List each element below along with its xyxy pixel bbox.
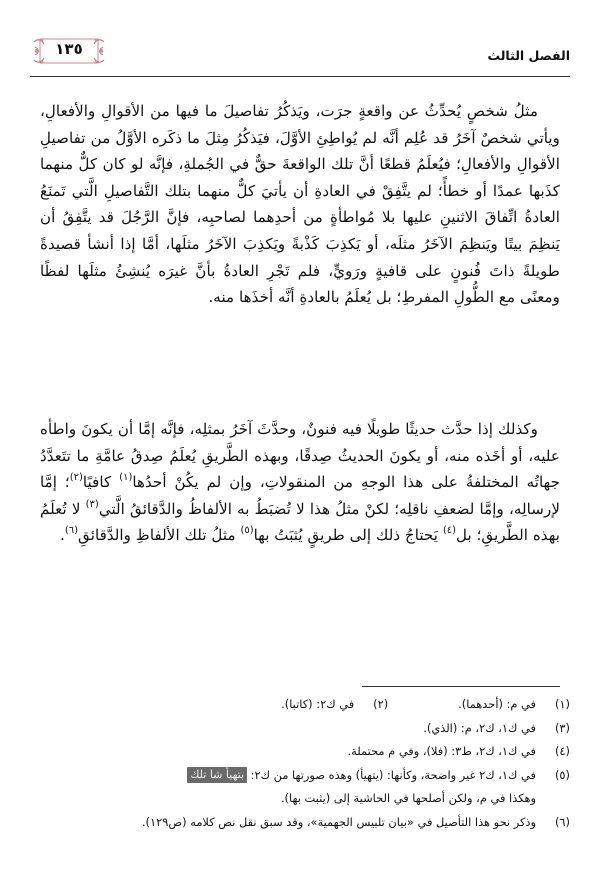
footnote-number: (٢) <box>373 697 389 711</box>
footnote-row <box>34 740 570 764</box>
footnote-number: (٤) <box>554 744 570 758</box>
footnotes <box>34 693 570 834</box>
page-header <box>30 30 570 77</box>
paragraph-text: كافيًا <box>82 473 120 492</box>
body-paragraph-1 <box>40 98 560 311</box>
paragraph-text: مثلُ تلك الألفاظِ والدَّقائقِ <box>78 526 241 545</box>
page-number: ١٣٥ <box>55 40 83 58</box>
footnote-ref-3[interactable]: (٣) <box>85 498 99 510</box>
footnote-number: (٦) <box>554 814 570 829</box>
footnote-text: في ك٢: (كاتبا). <box>281 697 355 711</box>
footnote-text: في ك١، ك٢، ط٣: (فلا)، وفي م محتملة. <box>347 744 536 758</box>
body-paragraph-2 <box>40 416 560 549</box>
chapter-title: الفصل الثالث <box>487 48 570 63</box>
footnote-row <box>34 693 570 717</box>
footnote-text: وذكر نحو هذا التأصيل في «بيان تلبيس الجهمية»، وقد سبق نقل نص كلامه (ص١٢٩). <box>141 814 536 829</box>
paragraph-text: ؛ إمَّا لإرسالِه، وإمَّا لضعفِ ناقلِه؛ لكنْ مثلُ هذا لا تُضبَطُ به الألفاظُ والدَّقائقُ الَّتي <box>40 473 560 518</box>
footnote-text: في ك١، ك٢، م: (الذي). <box>423 720 536 735</box>
footnote-divider <box>362 686 560 687</box>
footnote-ref-1[interactable]: (١) <box>119 472 133 484</box>
footnote-number: (١) <box>554 697 570 711</box>
footnote-row <box>34 764 570 811</box>
page-number-ornament <box>32 36 106 66</box>
footnote-text: في ك١، ك٢ غير واضحة، وكأنها: (يتهيأ) وهذه صورتها من ك٢: <box>247 767 536 782</box>
footnote-row <box>34 717 570 741</box>
footnote-text: وهكذا في م، ولكن أصلحها في الحاشية إلى (يثبت بها). <box>280 791 536 805</box>
paragraph-text: . <box>60 526 65 545</box>
paragraph-text: وكذلك إذا حدَّث حديثًا طويلًا فيه فنونٌ، وحدَّثَ آخَرُ بمثلِه، فإنَّه إمَّا أن يكونَ واطأه عليه، أو أخَذه منه، أو يكونَ الحديثُ صِدقًا، وبهذه الطَّريقِ يُعلَمُ صِدقُ عامَّةِ ما تتَعدَّدُ جهاتُه المختلفةُ على هذا الوجهِ من المنقولاتِ، وإن لم يكُنْ أحدُها <box>40 420 561 492</box>
paragraph-text: يَحتاجُ ذلك إلى طريقٍ يُثبَتُ بها <box>253 526 443 545</box>
footnote-number: (٣) <box>554 720 570 735</box>
footnote-row <box>34 811 570 835</box>
paragraph-text: مثلُ شخصٍ يُحدِّثُ عن واقعةٍ جرَت، ويَذكُرُ تفاصيلَ ما فيها من الأقوالِ والأفعالِ، ويأتي شخصٌ آخَرُ قد عُلِم أنَّه لم يُواطِئِ الأوَّلَ، فيَذكُرُ مِثلَ ما ذكَره الأوَّلُ من تفاصيلِ الأقوالِ والأفعالِ؛ فيُعلَمُ قطعًا أنَّ تلك الواقعةَ حقٌّ في الجُملةِ، فإنَّه لو كان كلٌّ منهما كذَبها عمدًا أو خطأً؛ لم يتَّفِقْ في العادةِ أن يأتيَ كلٌّ منهما بتلك التَّفاصيلِ الَّتي تَمنَعُ العادةُ اتِّفاقَ الاثنينِ عليها بلا مُواطأةٍ من أحدِهما لصاحبِه، فإنَّ الرَّجُلَ قد يتَّفِقُ أن يَنظِمَ بيتًا ويَنظِمَ الآخَرُ مثلَه، أو يَكذِبَ كَذْبةً ويَكذِبَ الآخَرُ مثلَها، أمَّا إذا أنشأ قصيدةً طويلةً ذاتَ فُنونٍ على قافيةٍ ورَويٍّ، فلم تَجْرِ العادةُ بأنَّ غيرَه يُنشِئُ مثلَها لفظًا ومعنًى مع الطُّولِ المفرطِ؛ بل يُعلَمُ بالعادةِ أنَّه أخذَها منه. <box>40 102 560 307</box>
footnote-ref-4[interactable]: (٤) <box>442 525 457 537</box>
manuscript-snippet-image: بتهيأ شا تلك <box>187 767 247 783</box>
footnote-number: (٥) <box>554 767 570 782</box>
footnote-ref-5[interactable]: (٥) <box>240 525 254 537</box>
footnote-text-block <box>34 764 536 811</box>
footnote-ref-2[interactable]: (٢) <box>69 472 83 484</box>
footnote-text: في م: (أحدهما). <box>458 697 536 711</box>
paragraph-text: لا تُعلَمُ بهذه الطَّريقِ؛ بل <box>40 499 560 545</box>
footnote-ref-6[interactable]: (٦) <box>64 525 79 537</box>
